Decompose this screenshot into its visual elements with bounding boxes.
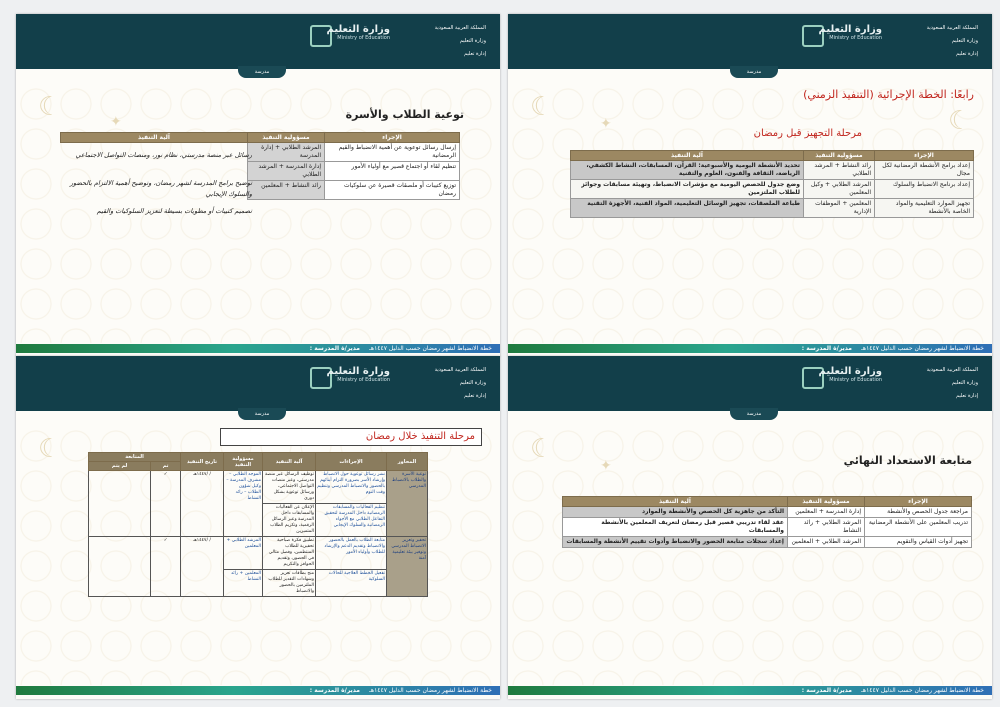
table-row: تنظيم لقاء أو اجتماع قصير مع أولياء الأمور إدارة المدرسة + المرشد الطلابي <box>61 162 460 181</box>
column-header: المتابعة <box>89 453 181 462</box>
header-text: المملكة العربية السعودية وزارة التعليم إدارة تعليم <box>434 367 486 399</box>
column-header: تاريخ التنفيذ <box>181 453 224 471</box>
header-text: المملكة العربية السعودية وزارة التعليم إدارة تعليم <box>434 25 486 57</box>
school-tab: مدرسة <box>238 408 286 420</box>
ministry-logo: وزارة التعليم Ministry of Education <box>326 366 390 383</box>
done-checkmark: ✓ <box>151 537 181 597</box>
mechanism-text: تصميم كتيبات أو مطويات بسيطة لتعزيز السلوكيات والقيم <box>96 207 252 215</box>
table-row: تحفيز وتعزيز الانضباط المدرسي وتوفير بيئة تعليمية آمنة متابعة الطلاب بالعمل بالحضور والانضباط وتقديم الدعم والإرشاد للطلاب وأولياء الأمور تطبيق فكرة صباحية تحفيزية للطلاب المنتظمين، وفصل مثالي في الحضور، وتقديم الحوافز والتكريم المرشد الطلابي + المعلمين / /١٤٤٧هـ ✓ <box>89 537 428 570</box>
slide-header <box>508 356 992 411</box>
star-icon: ✦ <box>600 458 612 474</box>
table-row: مراجعة جدول الحصص والأنشطة إدارة المدرسة + المعلمين التأكد من جاهزية كل الحصص والأنشطة والموارد <box>563 507 972 518</box>
readiness-table <box>562 496 972 548</box>
crescent-moon-icon: ☾ <box>530 92 554 122</box>
school-tab: مدرسة <box>730 66 778 78</box>
column-header: آلية التنفيذ <box>563 497 788 507</box>
column-header: لم يتم <box>89 462 151 471</box>
column-header: آلية التنفيذ <box>61 133 248 143</box>
star-icon: ✦ <box>600 116 612 132</box>
table-row: توزيع كتيبات أو ملصقات قصيرة عن سلوكيات رمضان رائد النشاط + المعلمين <box>61 181 460 200</box>
crescent-moon-icon: ☾ <box>530 434 554 464</box>
header-text: المملكة العربية السعودية وزارة التعليم إدارة تعليم <box>926 367 978 399</box>
phase-subtitle: مرحلة التجهيز قبل رمضان <box>753 128 862 139</box>
crescent-moon-icon: ☾ <box>38 434 62 464</box>
star-icon: ✦ <box>110 114 122 130</box>
column-header: الإجراء <box>875 151 974 161</box>
slide-header <box>16 356 500 411</box>
column-header: تم <box>151 462 181 471</box>
mechanism-text: رسائل عبر منصة مدرستي، نظام نور، ومنصات التواصل الاجتماعي <box>75 151 252 159</box>
table-row: تنظيم الفعاليات والمسابقات الرمضانية داخل المدرسة لتحقيق التفاعل الطلابي مع الأجواء الرمضانية والسلوك الإيجابي الإعلان عن الفعاليات والمسابقات داخل المدرسة وعبر الرسائل الرقمية، وتكريم الطلاب المتميزين <box>89 504 428 537</box>
table-row: توعية الأسرة والطلاب بالانضباط المدرسي نشر رسائل توعوية حول الانضباط وإرشاد الأسر بضرورة التزام أبنائهم بالحضور والانضباط المدرسي وتنظيم وقت النوم توظيف الرسائل عبر منصة مدرستي، وعبر منصات التواصل الاجتماعي، ورسائل توعوية بشكل دوري الموجه الطلابي – مشرف المدرسة – وكيل شؤون الطلاب – رائد النشاط / /١٤٤٧هـ ✓ <box>89 471 428 504</box>
done-checkmark: ✓ <box>151 471 181 537</box>
slide-title: متابعة الاستعداد النهائي <box>843 454 972 467</box>
slide-footer: خطة الانضباط لشهر رمضان حسب الدليل ١٤٤٧هـ مدير/ة المدرسة : <box>508 344 992 353</box>
table-row: تدريب المعلمين على الأنشطة الرمضانية المرشد الطلابي + رائد النشاط عقد لقاء تدريبي قصير قبل رمضان لتعريف المعلمين بالأنشطة والمسابقات <box>563 518 972 537</box>
slide-header <box>508 14 992 69</box>
table-row: تفعيل الخطط العلاجية للحالات السلوكية منح بطاقات تعزيز وشهادات التقدير للطلاب الملتزمين بالحضور والانضباط المعلمين + رائد النشاط <box>89 570 428 597</box>
column-header: الإجراء <box>865 497 972 507</box>
crescent-moon-icon: ☾ <box>948 106 972 136</box>
column-header: آلية التنفيذ <box>263 453 316 471</box>
slide-header <box>16 14 500 69</box>
column-header: آلية التنفيذ <box>571 151 804 161</box>
slide-footer: خطة الانضباط لشهر رمضان حسب الدليل ١٤٤٧هـ مدير/ة المدرسة : <box>508 686 992 695</box>
mechanism-text: توضيح برامج المدرسة لشهر رمضان، وتوضيح أهمية الالتزام بالحضور والسلوك الإيجابي <box>69 179 252 198</box>
slide-title: توعية الطلاب والأسرة <box>345 108 464 121</box>
header-text: المملكة العربية السعودية وزارة التعليم إدارة تعليم <box>926 25 978 57</box>
slide-footer: خطة الانضباط لشهر رمضان حسب الدليل ١٤٤٧هـ مدير/ة المدرسة : <box>16 686 500 695</box>
slide-4[interactable] <box>16 356 500 699</box>
execution-table <box>88 452 428 597</box>
column-header: مسؤولية التنفيذ <box>788 497 865 507</box>
school-tab: مدرسة <box>238 66 286 78</box>
column-header: مسؤولية التنفيذ <box>248 133 325 143</box>
plan-table <box>570 150 974 218</box>
ministry-logo: وزارة التعليم Ministry of Education <box>326 24 390 41</box>
table-row: إعداد برامج الأنشطة الرمضانية لكل مجال رائد النشاط + المرشد الطلابي تحديد الأنشطة اليومية والأسبوعية: القرآن، المسابقات، النشاط الكشفي، الرياضة، الثقافة والفنون، العلوم والتقنية <box>571 161 974 180</box>
slide-title: رابعًا: الخطة الإجرائية (التنفيذ الزمني) <box>803 88 974 101</box>
phase-title-box: مرحلة التنفيذ خلال رمضان <box>220 428 482 446</box>
slide-1[interactable] <box>508 14 992 357</box>
ministry-logo: وزارة التعليم Ministry of Education <box>818 366 882 383</box>
crescent-moon-icon: ☾ <box>38 92 62 122</box>
table-row: تجهيز الموارد التعليمية والمواد الخاصة بالأنشطة المعلمين + الموظفات الإدارية طباعة الملصقات، تجهيز الوسائل التعليمية، المواد الفنية، الأجهزة التقنية <box>571 199 974 218</box>
column-header: مسؤولية التنفيذ <box>224 453 263 471</box>
slide-3[interactable] <box>508 356 992 699</box>
column-header: الإجراء <box>325 133 460 143</box>
table-row: إرسال رسائل توعوية عن أهمية الانضباط والقيم الرمضانية المرشد الطلابي + إدارة المدرسة <box>61 143 460 162</box>
slide-2[interactable] <box>16 14 500 357</box>
table-row: تجهيز أدوات القياس والتقويم المرشد الطلابي + المعلمين إعداد سجلات متابعة الحضور والانضباط وأدوات تقييم الأنشطة والمسابقات <box>563 537 972 548</box>
slide-footer: خطة الانضباط لشهر رمضان حسب الدليل ١٤٤٧هـ مدير/ة المدرسة : <box>16 344 500 353</box>
column-header: مسؤولية التنفيذ <box>804 151 875 161</box>
ministry-logo: وزارة التعليم Ministry of Education <box>818 24 882 41</box>
column-header: المحاور <box>387 453 428 471</box>
school-tab: مدرسة <box>730 408 778 420</box>
column-header: الإجراءات <box>316 453 387 471</box>
table-row: إعداد برنامج الانضباط والسلوك المرشد الطلابي + وكيل المعلمين وضع جدول للحصص اليومية مع مؤشرات الانضباط، وتهيئة مسابقات وجوائز للطلاب الملتزمين <box>571 180 974 199</box>
